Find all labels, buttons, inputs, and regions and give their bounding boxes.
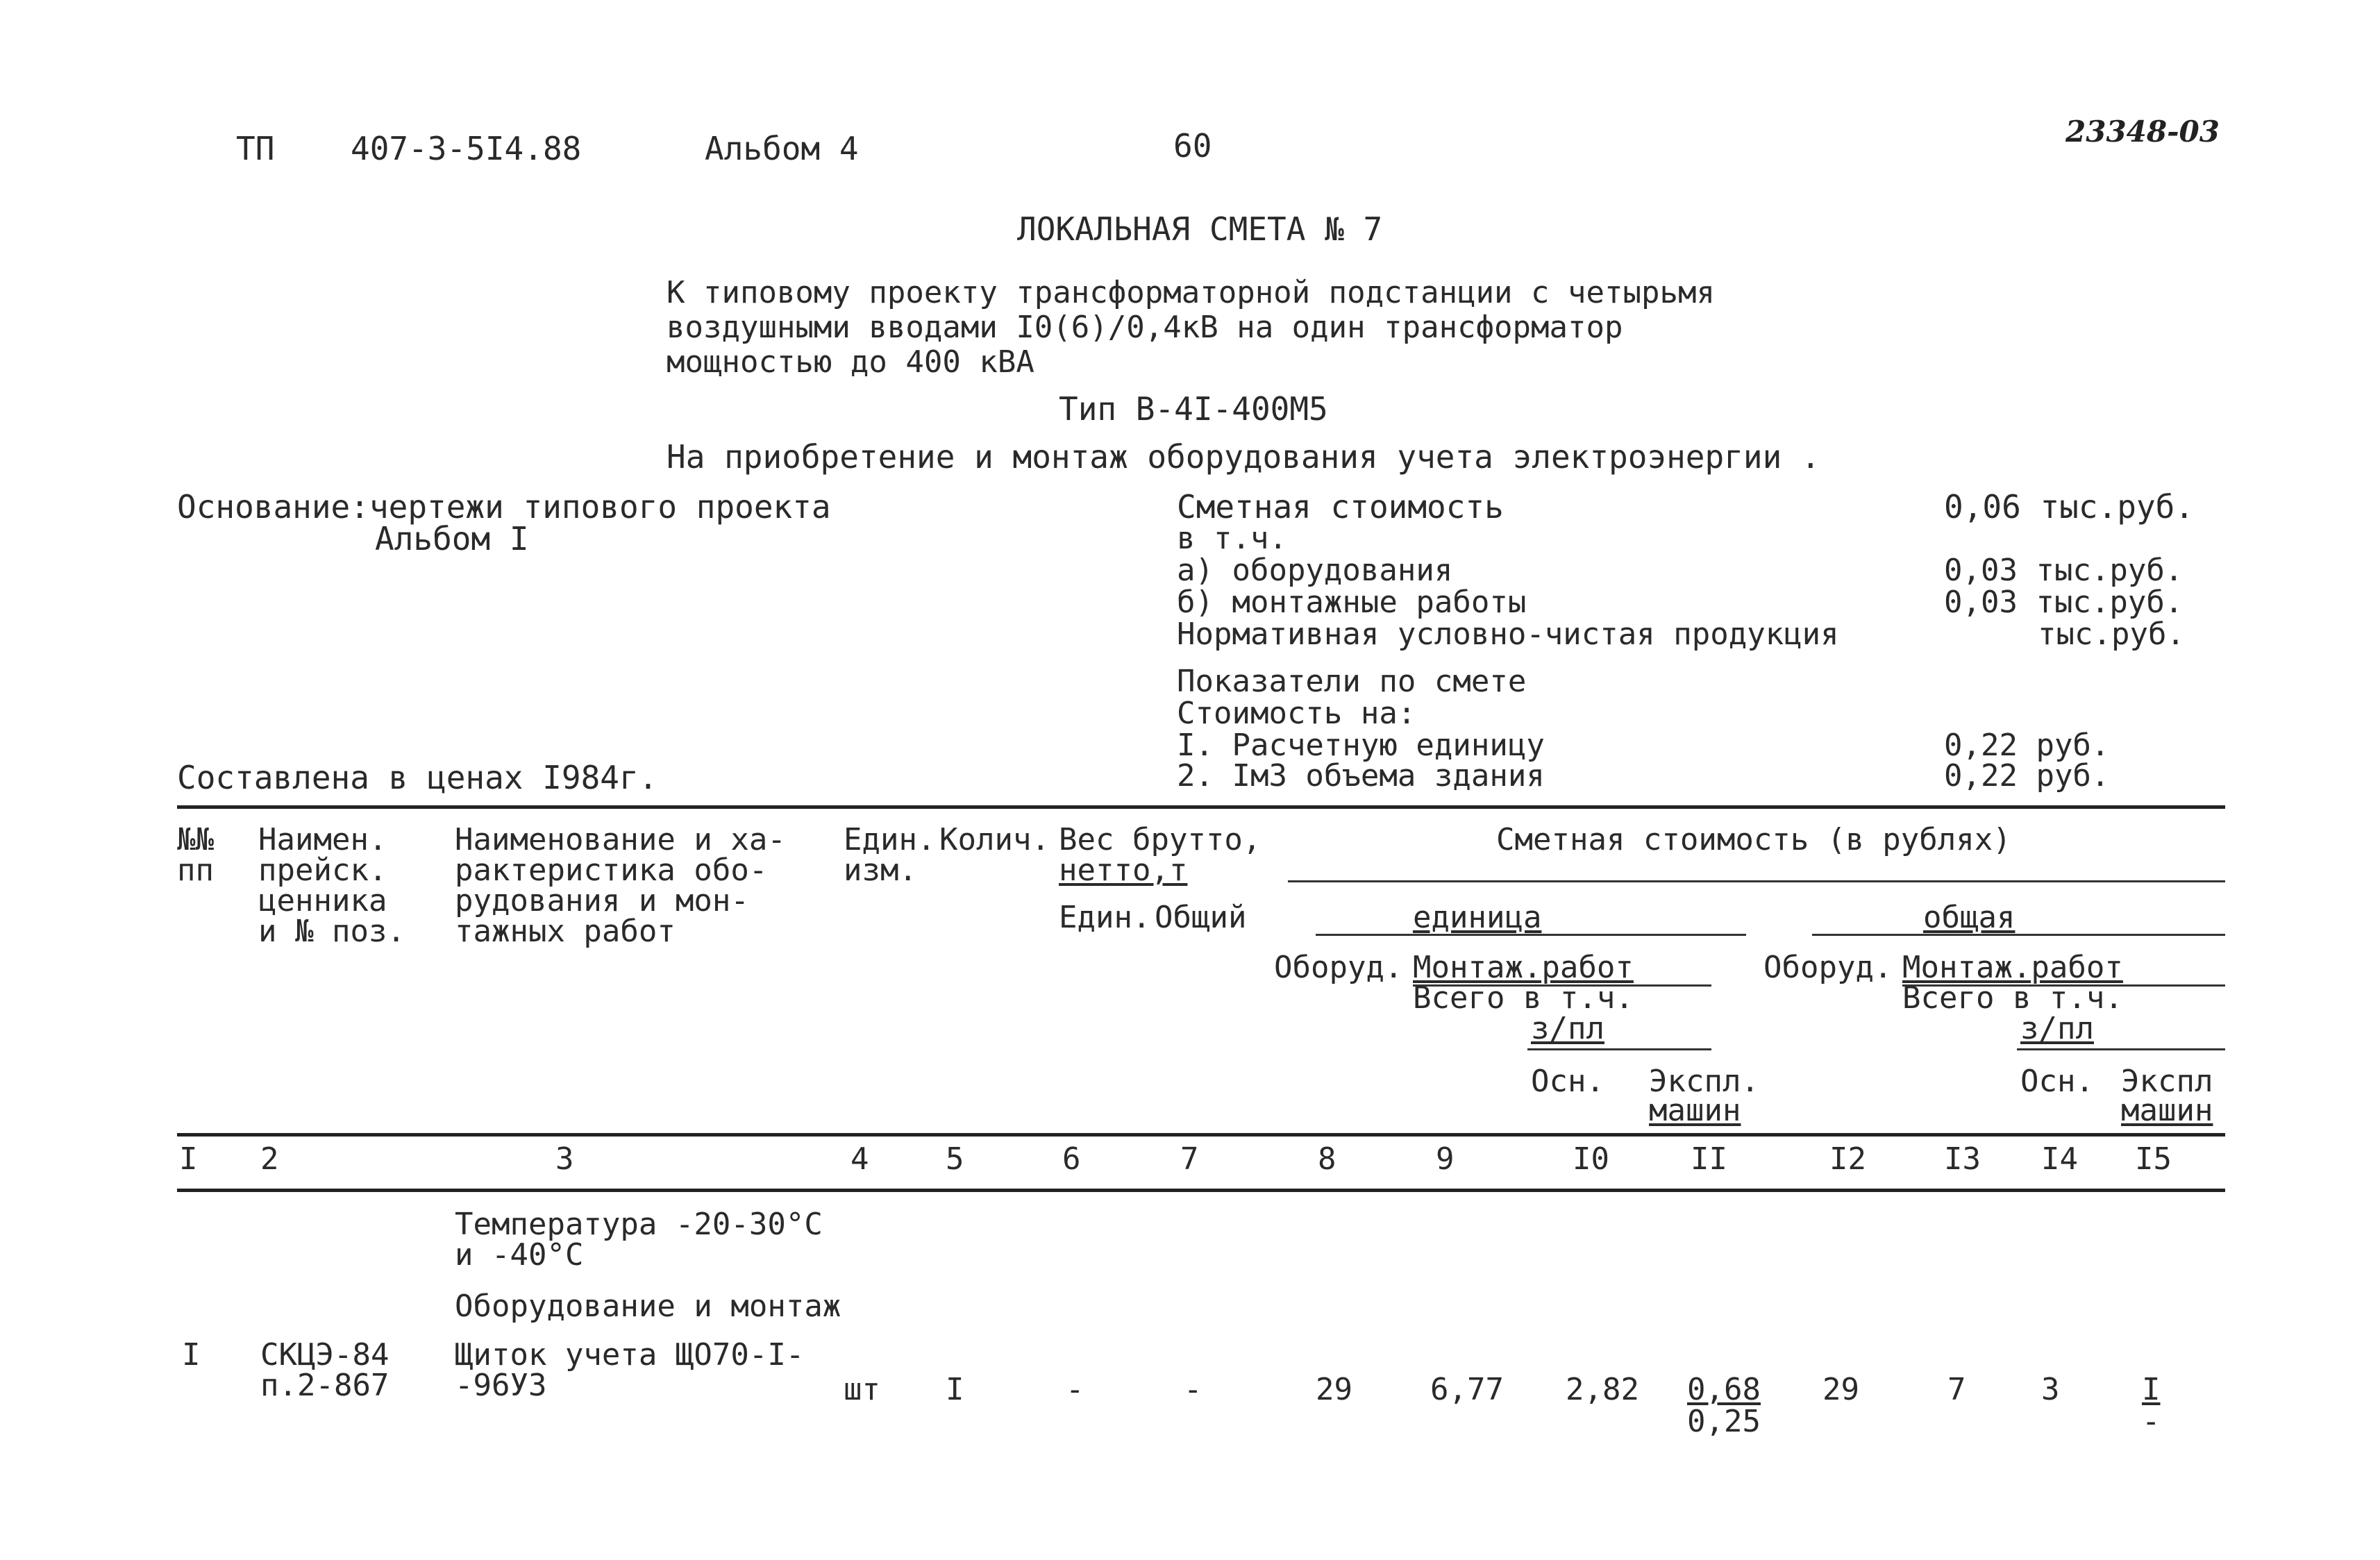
col-weight-total: Общий [1155,900,1247,935]
group-total: общая [1923,900,2016,935]
cost-label: Сметная стоимость [1177,488,1504,526]
row-1-expl: 0,68 [1687,1372,1761,1407]
row-1-expl-zpl: 0,25 [1687,1404,1761,1439]
colnum-bottom-rule [177,1189,2225,1192]
section-temperature [455,1209,823,1240]
zpl-unit: з/пл [1531,1011,1604,1046]
handwritten-stamp: 23348-03 [2065,115,2220,149]
indicator-1-value: 0,22 руб. [1944,728,2110,763]
col-name-2: рактеристика обо- [455,853,768,888]
type-line: Тип В-4I-400М5 [1059,390,1328,428]
col-name-3: рудования и мон- [455,883,749,919]
col-price-1: Наимен. [258,822,387,857]
cost-header-rule [1288,880,2225,882]
indicators-cost-on: Стоимость на: [1177,696,1416,731]
col-unit-1: Един. [844,822,936,857]
table-top-rule [177,805,2225,809]
document-title: ЛОКАЛЬНАЯ СМЕТА № 7 [1017,210,1383,248]
basis-line-2: Альбом I [375,520,529,557]
montage-unit-head: Монтаж.работ [1413,950,1634,985]
col-nn-2: пп [177,853,214,888]
col-weight-netto: нетто,т [1059,853,1188,888]
colnum-12: I2 [1829,1141,1866,1177]
header-bottom-rule [177,1133,2225,1137]
row-1-expl-total-dash: - [2142,1404,2161,1439]
colnum-9: 9 [1436,1141,1455,1177]
prices-year: Составлена в ценах I984г. [177,759,658,796]
col-price-2: прейск. [258,853,387,888]
colnum-2: 2 [260,1141,279,1177]
row-1-equip-unit: 29 [1316,1372,1352,1407]
total-incl-unit: Всего в т.ч. [1413,980,1634,1016]
cost-norm-value: тыс.руб. [2038,617,2185,652]
col-qty: Колич. [939,822,1050,857]
col-name-4: тажных работ [455,914,676,949]
section-temperature-text: Температура -20-30°С [455,1207,823,1242]
indicator-1-label: I. Расчетную единицу [1177,728,1545,763]
colnum-14: I4 [2041,1141,2078,1177]
col-price-3: ценника [258,883,387,919]
indicator-2-value: 0,22 руб. [1944,758,2110,794]
colnum-15: I5 [2135,1141,2172,1177]
purpose-line: На приобретение и монтаж оборудования учета электроэнергии . [667,438,1820,476]
cost-install-label: б) монтажные работы [1177,585,1527,620]
group-rule-right [1812,934,2225,936]
colnum-10: I0 [1573,1141,1609,1177]
osn-unit-head: Осн. [1531,1064,1604,1099]
row-1-qty: I [946,1372,964,1407]
basis-line-1: Основание:чертежи типового проекта [177,488,831,526]
row-1-price-ref: СКЦЭ-84 [260,1337,389,1373]
colnum-3: 3 [555,1141,574,1177]
col-price-4: и № поз. [258,914,405,949]
row-1-equip-total: 29 [1822,1372,1859,1407]
row-1-osn: 2,82 [1566,1372,1639,1407]
row-1-montage-total: 6,77 [1430,1372,1504,1407]
header-album: Альбом 4 [705,130,859,167]
montage-total-head: Монтаж.работ [1902,950,2123,985]
row-1-name-2: -96УЗ [455,1368,547,1403]
indicator-2-label: 2. IмЗ объема здания [1177,758,1545,794]
expl-unit-head: Экспл. [1649,1064,1759,1099]
colnum-8: 8 [1318,1141,1336,1177]
cost-equipment-label: а) оборудования [1177,553,1453,588]
equip-unit-head: Оборуд. [1274,950,1403,985]
row-1-nn: I [182,1337,201,1373]
col-nn-1: №№ [177,822,214,857]
row-1-unit: шт [844,1372,880,1407]
col-weight-unit: Един. [1059,900,1151,935]
col-unit-2: изм. [844,853,917,888]
cost-incl: в т.ч. [1177,521,1287,556]
equip-total-head: Оборуд. [1763,950,1893,985]
cost-value: 0,06 тыс.руб. [1944,488,2195,526]
subtitle-line-1: К типовому проекту трансформаторной подстанции с четырьмя [667,275,1715,310]
colnum-5: 5 [946,1141,964,1177]
section-equipment: Оборудование и монтаж [455,1289,841,1324]
group-unit: единица [1413,900,1542,935]
row-1-montage-total-all: 7 [1947,1372,1966,1407]
group-rule-left [1316,934,1746,936]
colnum-13: I3 [1944,1141,1981,1177]
page-number: 60 [1173,127,1212,165]
row-1-weight-total: - [1184,1372,1202,1407]
row-1-expl-total: I [2142,1372,2161,1407]
zpl-total-rule [2017,1048,2225,1050]
colnum-6: 6 [1062,1141,1081,1177]
cost-install-value: 0,03 тыс.руб. [1944,585,2184,620]
colnum-1: I [179,1141,198,1177]
indicators-title: Показатели по смете [1177,664,1527,699]
header-code: 407-3-5I4.88 [351,130,582,167]
row-1-osn-total: 3 [2041,1372,2060,1407]
colnum-4: 4 [850,1141,869,1177]
col-name-1: Наименование и ха- [455,822,786,857]
mashin-total-head: машин [2121,1093,2213,1128]
col-weight: Вес брутто, [1059,822,1262,857]
cost-equipment-value: 0,03 тыс.руб. [1944,553,2184,588]
colnum-11: II [1691,1141,1727,1177]
mashin-unit-head: машин [1649,1093,1741,1128]
section-temperature-2: и -40°С [455,1237,584,1273]
cost-norm-label: Нормативная условно-чистая продукция [1177,617,1839,652]
expl-total-head: Экспл [2121,1064,2213,1099]
subtitle-line-2: воздушными вводами I0(6)/0,4кВ на один трансформатор [667,310,1623,345]
col-cost-header: Сметная стоимость (в рублях) [1496,822,2011,857]
total-incl-total: Всего в т.ч. [1902,980,2123,1016]
zpl-unit-rule [1527,1048,1711,1050]
row-1-name: Щиток учета ЩО70-I- [455,1337,805,1373]
colnum-7: 7 [1180,1141,1199,1177]
subtitle-line-3: мощностью до 400 кВА [667,344,1034,380]
header-tp: ТП [236,130,275,167]
row-1-price-ref-2: п.2-867 [260,1368,389,1403]
row-1-weight-unit: - [1066,1372,1084,1407]
zpl-total: з/пл [2020,1011,2094,1046]
osn-total-head: Осн. [2020,1064,2094,1099]
